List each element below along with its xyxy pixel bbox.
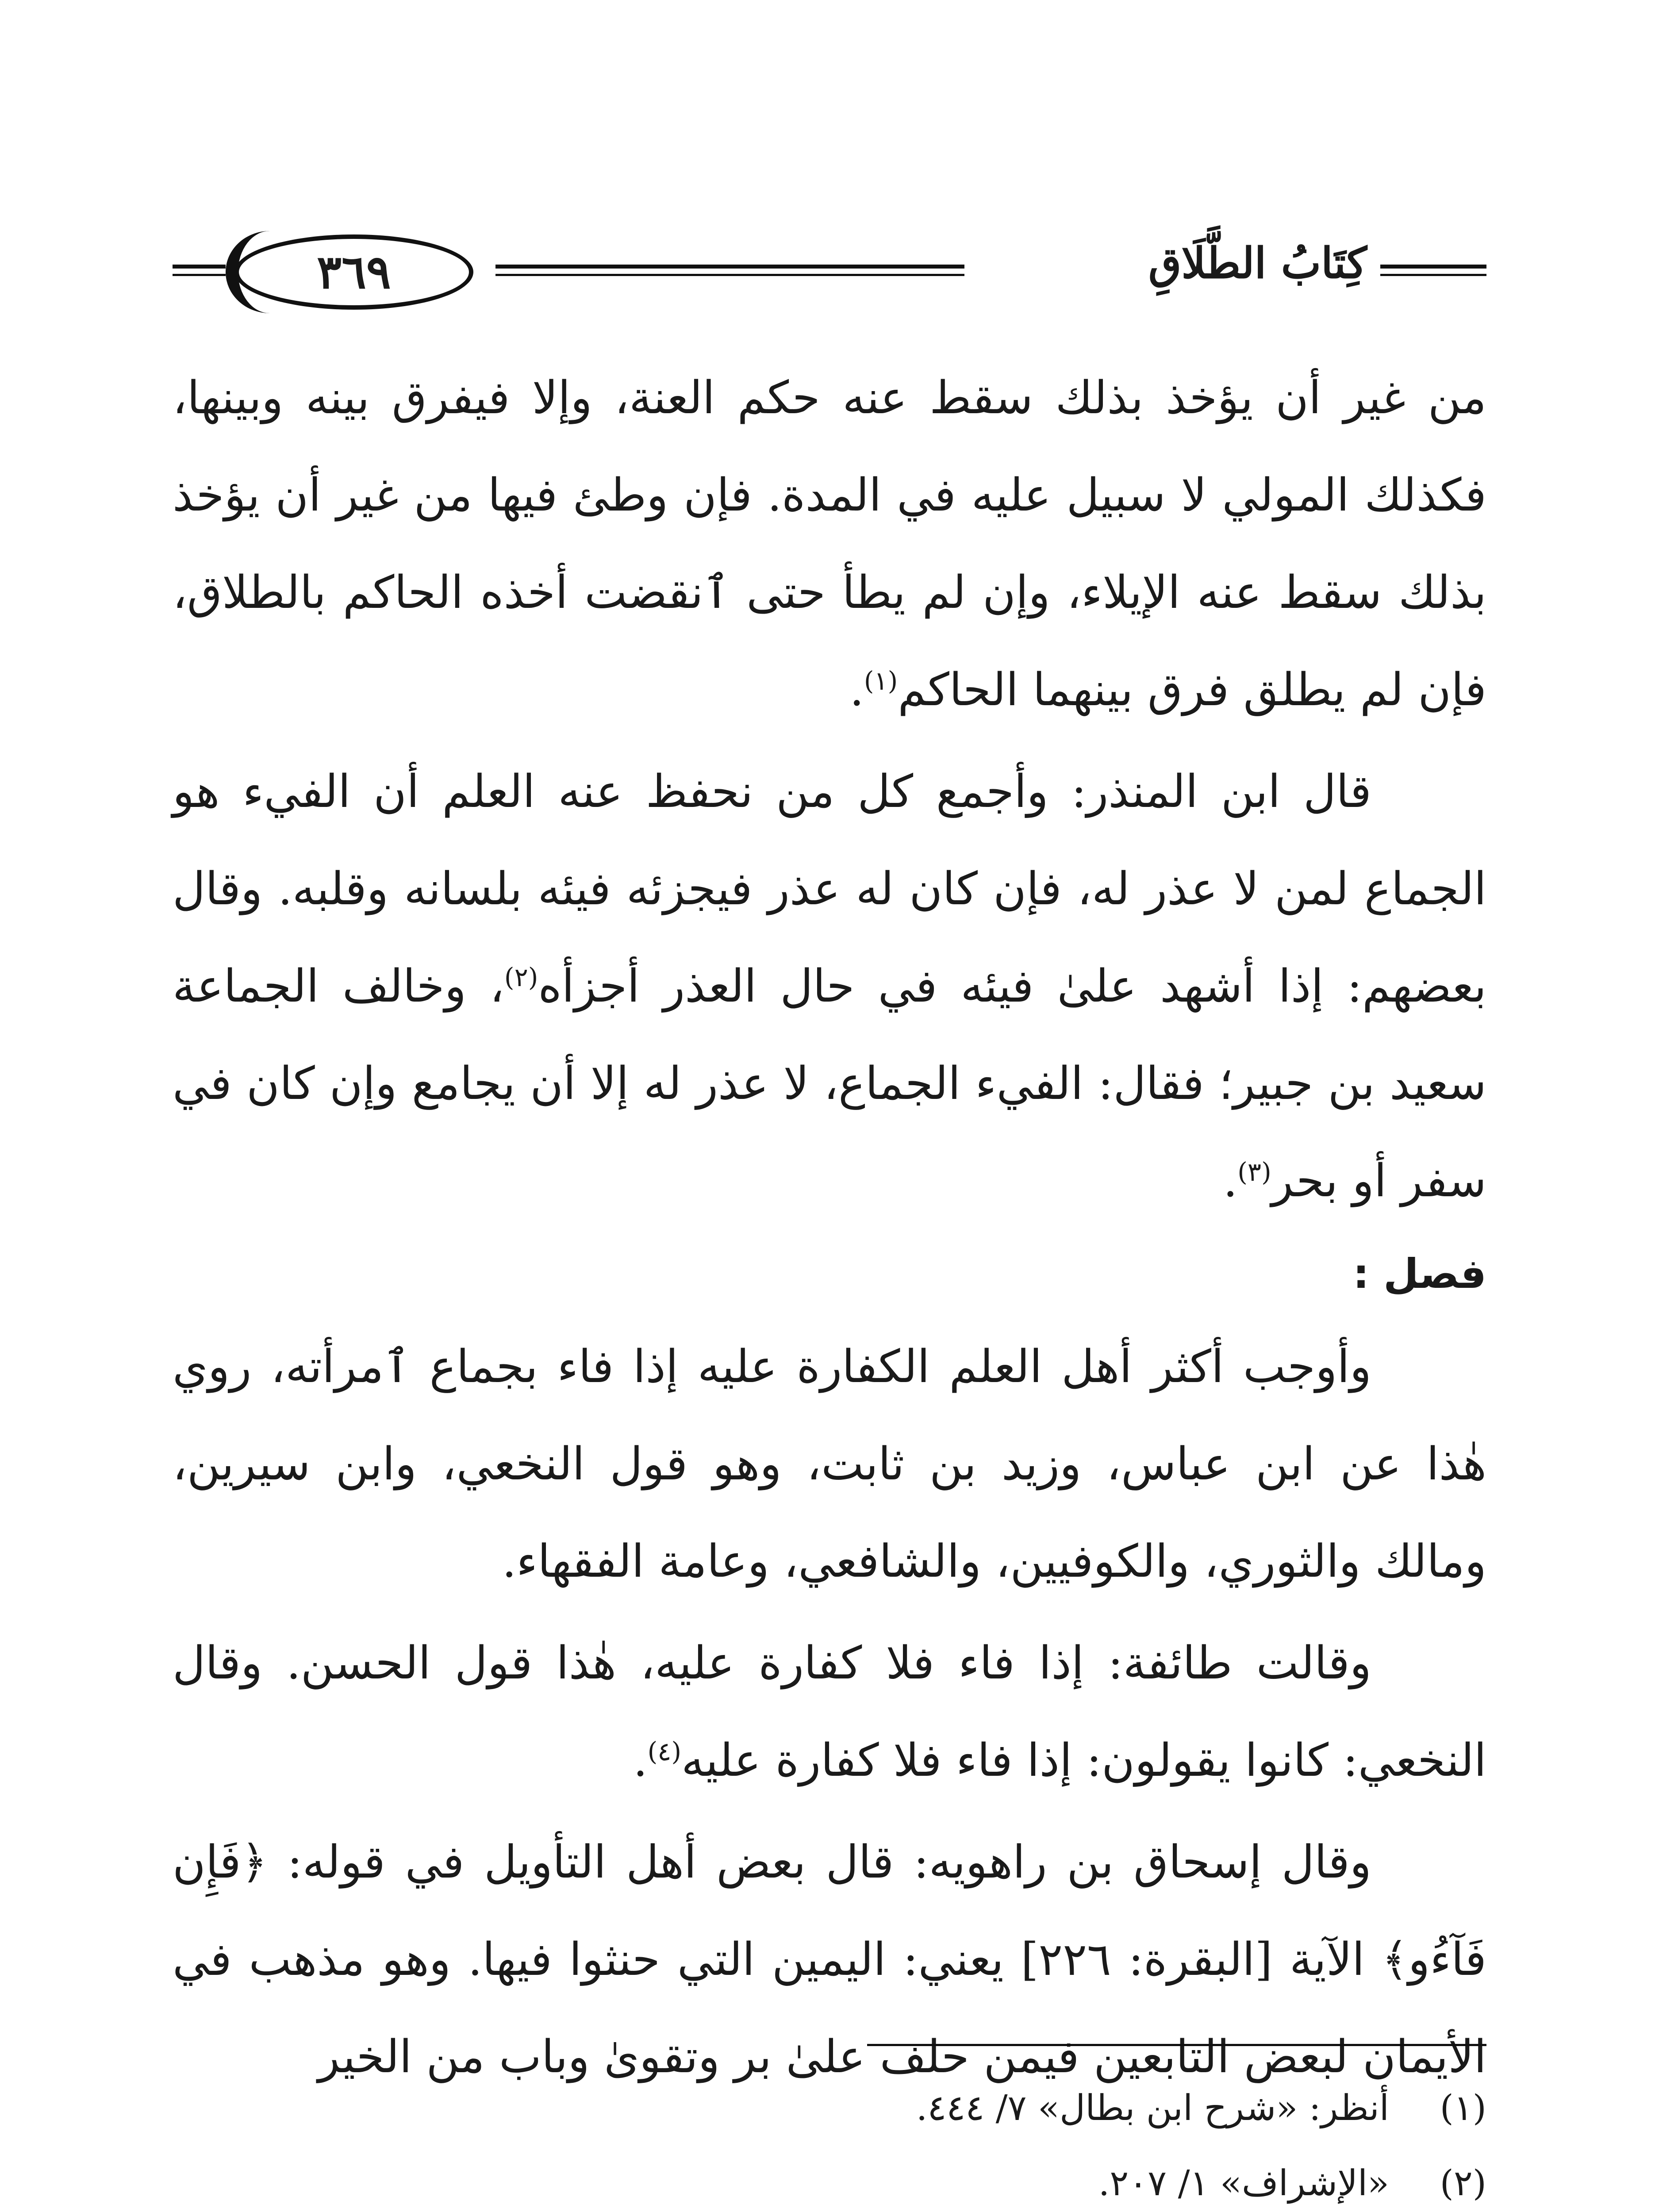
footnote-number: (١) [1440,2087,1486,2128]
paragraph-4-end: . [633,1734,648,1787]
footnote-2 [173,2150,1486,2212]
paragraph-2 [173,743,1486,1230]
paragraph-1-end: . [849,664,864,716]
section-heading: فصل : [1353,1250,1486,1298]
footnote-1 [173,2075,1486,2141]
header-rule-middle [495,265,964,276]
main-text [173,349,1486,2106]
footnote-ref-1[interactable]: (١) [864,666,898,696]
paragraph-3: وأوجب أكثر أهل العلم الكفارة عليه إذا فاء بجماع ٱمرأته، روي هٰذا عن ابن عباس، وزيد بن ثابت، وهو قول النخعي، وابن سيرين، ومالك والثوري، والكوفيين، والشافعي، وعامة الفقهاء. [173,1340,1486,1588]
page-number: ٣٦٩ [317,245,391,299]
header-rule-right [1380,265,1486,276]
paragraph-4 [173,1615,1486,1809]
page-number-badge [217,230,491,314]
paragraph-1 [173,349,1486,739]
paragraph-4-text: وقالت طائفة: إذا فاء فلا كفارة عليه، هٰذا قول الحسن. وقال النخعي: كانوا يقولون: إذا فاء فلا كفارة عليه [173,1637,1486,1787]
footnotes [173,2075,1486,2212]
footnote-number: (٢) [1440,2162,1486,2204]
footnote-separator [867,2044,1486,2046]
paragraph-5: وقال إسحاق بن راهويه: قال بعض أهل التأويل في قوله: ﴿فَإِن فَآءُو﴾ الآية [البقرة: ٢٢٦] يعني: اليمين التي حنثوا فيها. وهو مذهب في الأيمان لبعض التابعين فيمن حلف علىٰ بر وتقوىٰ وباب من الخير [173,1836,1486,2083]
footnote-ref-3[interactable]: (٣) [1237,1157,1271,1187]
header-rule-left [173,265,226,276]
book-title: كِتَابُ الطَّلَاقِ [1148,238,1367,288]
footnote-ref-4[interactable]: (٤) [647,1736,682,1767]
footnote-text: «الإشراف» ١/ ٢٠٧. [1098,2162,1389,2204]
paragraph-2-text-a: قال ابن المنذر: وأجمع كل من نحفظ عنه العلم أن الفيء هو الجماع لمن لا عذر له، فإن كان له عذر فيجزئه فيئه بلسانه وقلبه. وقال بعضهم: إذا أشهد علىٰ فيئه في حال العذر أجزأه [173,765,1486,1013]
paragraph-2-text-b: ، وخالف الجماعة سعيد بن جبير؛ فقال: الفيء الجماع، لا عذر له إلا أن يجامع وإن كان في سفر أو بحر [173,960,1486,1207]
running-header [173,230,1486,319]
paragraph-1-text: من غير أن يؤخذ بذلك سقط عنه حكم العنة، وإلا فيفرق بينه وبينها، فكذلك المولي لا سبيل عليه في المدة. فإن وطئ فيها من غير أن يؤخذ بذلك سقط عنه الإيلاء، وإن لم يطأ حتى ٱنقضت أخذه الحاكم بالطلاق، فإن لم يطلق فرق بينهما الحاكم [173,372,1487,716]
footnote-ref-2[interactable]: (٢) [504,962,538,992]
footnote-text: أنظر: «شرح ابن بطال» ٧/ ٤٤٤. [916,2087,1389,2128]
paragraph-2-end: . [1223,1155,1238,1207]
